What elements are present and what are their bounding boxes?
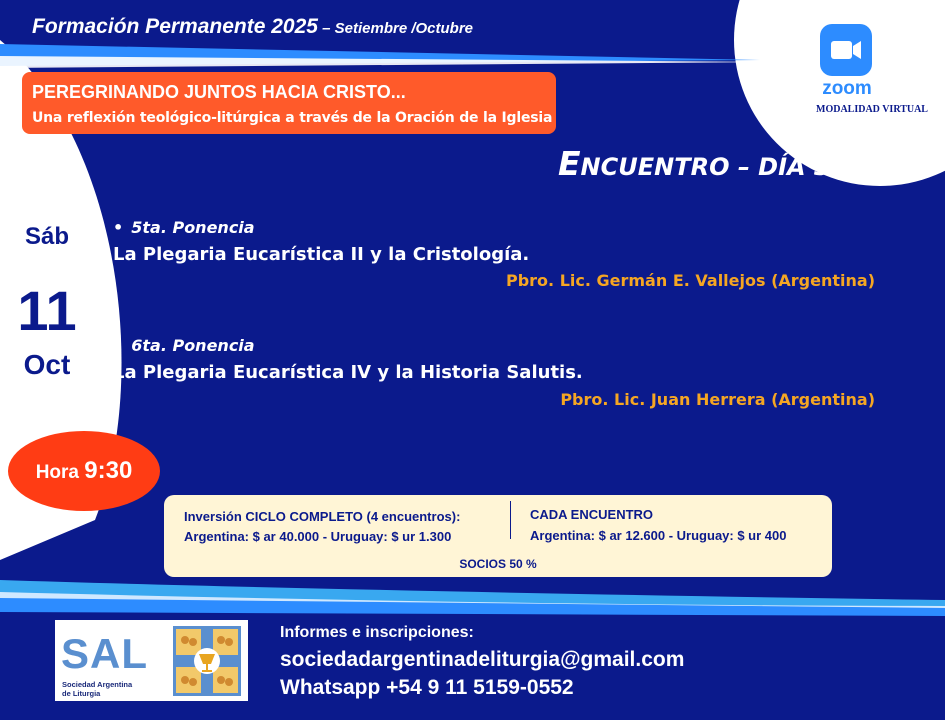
ponencia-speaker: Pbro. Lic. Juan Herrera (Argentina): [560, 390, 875, 409]
ponencia-title: La Plegaria Eucarística II y la Cristología.: [113, 244, 530, 265]
sal-logo: [55, 620, 248, 701]
header-subtitle: – Setiembre /Octubre: [317, 20, 474, 37]
sal-name-line2: de Liturgia: [62, 689, 101, 698]
ciclo-label: Inversión CICLO COMPLETO (4 encuentros):: [184, 509, 461, 524]
sal-name-line1: Sociedad Argentina: [62, 680, 133, 689]
banner-title: PEREGRINANDO JUNTOS HACIA CRISTO...: [32, 82, 406, 102]
sal-acronym: SAL: [61, 630, 148, 677]
date-day: Sáb: [24, 223, 69, 250]
zoom-camera-icon: [820, 24, 872, 76]
sal-name: [62, 680, 132, 698]
date-number: 11: [17, 279, 77, 342]
banner-subtitle: Una reflexión teológico-litúrgica a través de la Oración de la Iglesia: [32, 110, 553, 126]
bullet-icon: •: [113, 218, 124, 237]
hora-label: Hora: [35, 462, 79, 483]
footer-email[interactable]: sociedadargentinadeliturgia@gmail.com: [280, 648, 685, 671]
ponencia-speaker: Pbro. Lic. Germán E. Vallejos (Argentina): [505, 271, 875, 290]
encuentro-first-letter: E: [558, 144, 581, 183]
bullet-icon: •: [113, 336, 124, 355]
ponencia-label-text: 5ta. Ponencia: [131, 218, 255, 237]
chalice-cross-icon: [173, 626, 241, 696]
encuentro-rest: NCUENTRO – DÍA 3: [580, 153, 831, 181]
encuentro-heading: [558, 144, 831, 183]
header-title-main: Formación Permanente 2025: [32, 15, 318, 38]
ponencia-label: [113, 218, 255, 237]
ponencia-label: [113, 336, 255, 355]
title-banner: [22, 72, 556, 134]
footer-phone[interactable]: Whatsapp +54 9 11 5159-0552: [280, 676, 574, 699]
ponencia-title: La Plegaria Eucarística IV y la Historia Salutis.: [113, 362, 583, 383]
header-title: [32, 15, 473, 39]
ciclo-prices: Argentina: $ ar 40.000 - Uruguay: $ ur 1.300: [184, 529, 452, 544]
footer-label: Informes e inscripciones:: [280, 624, 474, 641]
cada-prices: Argentina: $ ar 12.600 - Uruguay: $ ur 400: [530, 528, 787, 543]
hora-time: 9:30: [84, 457, 133, 484]
hora-badge: [8, 431, 160, 511]
zoom-modality: MODALIDAD VIRTUAL: [816, 104, 928, 115]
cada-label: CADA ENCUENTRO: [530, 507, 654, 522]
pricing-box: [164, 495, 832, 577]
price-divider: [510, 501, 511, 539]
date-month: Oct: [23, 349, 71, 380]
ponencia-label-text: 6ta. Ponencia: [131, 336, 255, 355]
socios-discount: SOCIOS 50 %: [459, 557, 537, 571]
zoom-wordmark: zoom: [822, 78, 872, 99]
